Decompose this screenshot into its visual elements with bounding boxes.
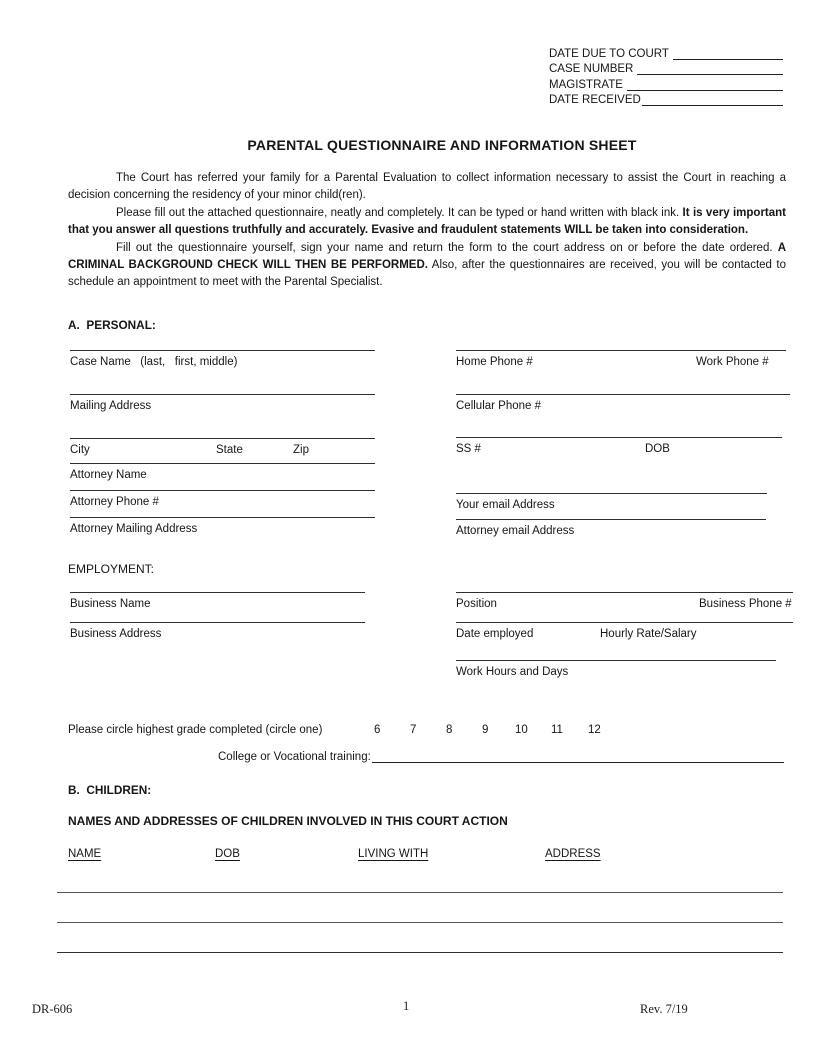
ss-number-label: SS # (456, 443, 481, 455)
grade-option-9[interactable]: 9 (482, 724, 489, 736)
attorney-mailing-address-field[interactable] (70, 517, 375, 518)
intro-p3-bold-text: A CRIMINAL BACKGROUND CHECK WILL THEN BE PERFORMED. (68, 241, 786, 272)
case-name-label: Case Name (last, first, middle) (70, 356, 238, 368)
revision-label: Rev. 7/19 (640, 1002, 688, 1016)
grade-option-7[interactable]: 7 (410, 724, 417, 736)
intro-paragraph-3 (68, 240, 786, 292)
section-b-heading: B. CHILDREN: (68, 783, 152, 797)
attorney-phone-field[interactable] (70, 490, 375, 491)
college-training-row (218, 751, 786, 764)
grade-option-6[interactable]: 6 (374, 724, 381, 736)
attorney-phone-label: Attorney Phone # (70, 496, 159, 508)
attorney-name-field[interactable] (70, 463, 375, 464)
state-label: State (216, 444, 243, 456)
your-email-field[interactable] (456, 493, 767, 494)
intro-p3-text-start: Fill out the questionnaire yourself, sign your name and return the form to the court address on or before the date ordered. (116, 241, 778, 254)
business-address-label: Business Address (70, 628, 162, 640)
business-phone-label: Business Phone # (699, 598, 792, 610)
case-number-row (549, 61, 785, 77)
children-row-3-field[interactable] (57, 952, 783, 953)
form-number: DR-606 (32, 1002, 73, 1016)
date-received-field[interactable] (642, 95, 783, 106)
position-label: Position (456, 598, 497, 610)
college-training-label: College or Vocational training: (218, 751, 371, 763)
attorney-email-field[interactable] (456, 519, 766, 520)
intro-text (68, 170, 786, 292)
children-row-2-field[interactable] (57, 922, 783, 923)
business-name-field[interactable] (70, 592, 365, 593)
work-phone-label: Work Phone # (696, 356, 769, 368)
zip-label: Zip (293, 444, 309, 456)
magistrate-label: MAGISTRATE (549, 78, 623, 91)
intro-p1-text: The Court has referred your family for a Parental Evaluation to collect information necessary to assist the Court in reaching a decision concerning the residency of your minor child(ren). (68, 172, 786, 202)
date-received-label: DATE RECEIVED (549, 94, 641, 106)
form-title: PARENTAL QUESTIONNAIRE AND INFORMATION SHEET (247, 137, 637, 153)
cellular-phone-field[interactable] (456, 394, 790, 395)
date-employed-hourly-rate-field[interactable] (456, 622, 793, 623)
mailing-address-field[interactable] (70, 394, 375, 395)
business-address-field[interactable] (70, 622, 365, 623)
attorney-name-label: Attorney Name (70, 469, 147, 481)
date-due-label: DATE DUE TO COURT (549, 47, 669, 60)
your-email-label: Your email Address (456, 499, 555, 511)
case-number-field[interactable] (637, 64, 783, 75)
business-name-label: Business Name (70, 598, 151, 610)
employment-heading: EMPLOYMENT: (68, 562, 155, 576)
children-col-living-with: LIVING WITH (358, 848, 429, 860)
dob-label: DOB (645, 443, 670, 455)
grade-option-10[interactable]: 10 (515, 724, 528, 736)
work-hours-field[interactable] (456, 660, 776, 661)
grade-option-11[interactable]: 11 (551, 724, 563, 736)
cellular-phone-label: Cellular Phone # (456, 400, 542, 412)
case-name-field[interactable] (70, 350, 375, 351)
position-business-phone-field[interactable] (456, 592, 793, 593)
attorney-email-label: Attorney email Address (456, 525, 575, 537)
hourly-rate-salary-label: Hourly Rate/Salary (600, 628, 697, 640)
date-due-field[interactable] (673, 49, 783, 60)
grade-option-12[interactable]: 12 (588, 724, 601, 736)
children-col-name: NAME (68, 848, 102, 860)
home-phone-label: Home Phone # (456, 356, 533, 368)
mailing-address-label: Mailing Address (70, 400, 152, 412)
attorney-mailing-address-label: Attorney Mailing Address (70, 523, 198, 535)
city-label: City (70, 444, 90, 456)
intro-p3-text-end: Also, after the questionnaires are received, you will be contacted to schedule an appointment to meet with the Parental Specialist. (68, 259, 786, 289)
ss-dob-field[interactable] (456, 437, 782, 438)
work-hours-days-label: Work Hours and Days (456, 666, 569, 678)
college-training-field[interactable] (372, 752, 784, 763)
page-number: 1 (403, 999, 410, 1013)
grade-prompt-label: Please circle highest grade completed (circle one) (68, 724, 323, 736)
magistrate-row (549, 76, 785, 92)
magistrate-field[interactable] (627, 80, 783, 91)
intro-paragraph-1 (68, 170, 786, 205)
intro-p2-text: Please fill out the attached questionnaire, neatly and completely. It can be typed or hand written with black ink. (116, 206, 683, 219)
section-a-heading: A. PERSONAL: (68, 318, 156, 332)
court-header-block (549, 45, 785, 107)
children-col-address: ADDRESS (545, 848, 601, 860)
date-received-row (549, 92, 785, 108)
intro-paragraph-2 (68, 205, 786, 240)
home-work-phone-field[interactable] (456, 350, 786, 351)
date-employed-label: Date employed (456, 628, 534, 640)
grade-option-8[interactable]: 8 (446, 724, 453, 736)
city-state-zip-field[interactable] (70, 438, 375, 439)
children-row-1-field[interactable] (57, 892, 783, 893)
case-number-label: CASE NUMBER (549, 63, 634, 75)
intro-p2-bold-text: It is very important that you answer all questions truthfully and accurately. Evasive and fraudulent statements WILL be taken into consideration. (68, 206, 786, 237)
children-col-dob: DOB (215, 848, 240, 860)
date-due-row (549, 45, 785, 61)
children-subheading: NAMES AND ADDRESSES OF CHILDREN INVOLVED IN THIS COURT ACTION (68, 814, 508, 828)
